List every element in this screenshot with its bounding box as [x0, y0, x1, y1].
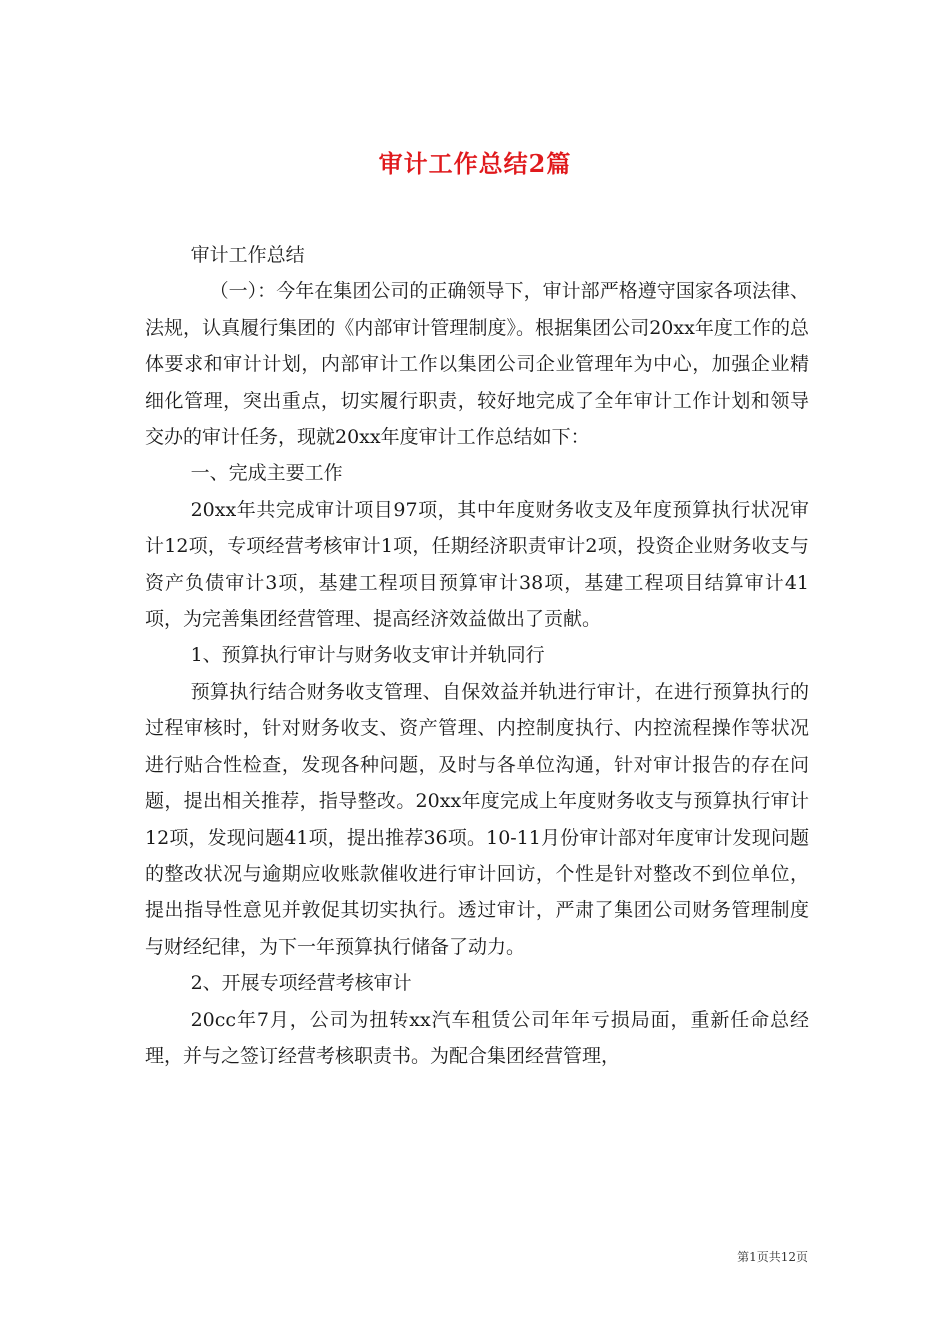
section-heading: 审计工作总结: [190, 244, 305, 266]
paragraph-budget-audit: 预算执行结合财务收支管理、自保效益并轨进行审计，在进行预算执行的过程审核时，针对财务收支、资产管理、内控制度执行、内控流程操作等状况进行贴合性检查，发现各种问题，及时与各单位沟通，针对审计报告的存在问题，提出相关推荐，指导整改。20xx年度完成上年度财务收支与预算执行审计12项，发现问题41项，提出推荐36项。10-11月份审计部对年度审计发现问题的整改状况与逾期应收账款催收进行审计回访，个性是针对整改不到位单位，提出指导性意见并敦促其切实执行。透过审计，严肃了集团公司财务管理制度与财经纪律，为下一年预算执行储备了动力。: [145, 680, 809, 958]
paragraph-special-audit: 20cc年7月，公司为扭转xx汽车租赁公司年年亏损局面，重新任命总经理，并与之签订经营考核职责书。为配合集团经营管理，: [145, 1008, 809, 1067]
page-number: 第1页共12页: [737, 1250, 808, 1264]
page-title: 审计工作总结2篇: [378, 149, 572, 179]
subheading-special-audit: 2、开展专项经营考核审计: [190, 972, 412, 995]
section-heading-main-work: 一、完成主要工作: [190, 462, 343, 485]
subheading-budget-audit: 1、预算执行审计与财务收支审计并轨同行: [190, 644, 545, 667]
document-body: [145, 237, 809, 1074]
paragraph-audit-items: 20xx年共完成审计项目97项，其中年度财务收支及年度预算执行状况审计12项，专项经营考核审计1项，任期经济职责审计2项，投资企业财务收支与资产负债审计3项，基建工程项目预算审计38项，基建工程项目结算审计41项，为完善集团经营管理、提高经济效益做出了贡献。: [145, 498, 809, 631]
paragraph-intro: （一）：今年在集团公司的正确领导下，审计部严格遵守国家各项法律、法规，认真履行集团的《内部审计管理制度》。根据集团公司20xx年度工作的总体要求和审计计划，内部审计工作以集团公司企业管理年为中心，加强企业精细化管理，突出重点，切实履行职责，较好地完成了全年审计工作计划和领导交办的审计任务，现就20xx年度审计工作总结如下：: [145, 280, 809, 449]
